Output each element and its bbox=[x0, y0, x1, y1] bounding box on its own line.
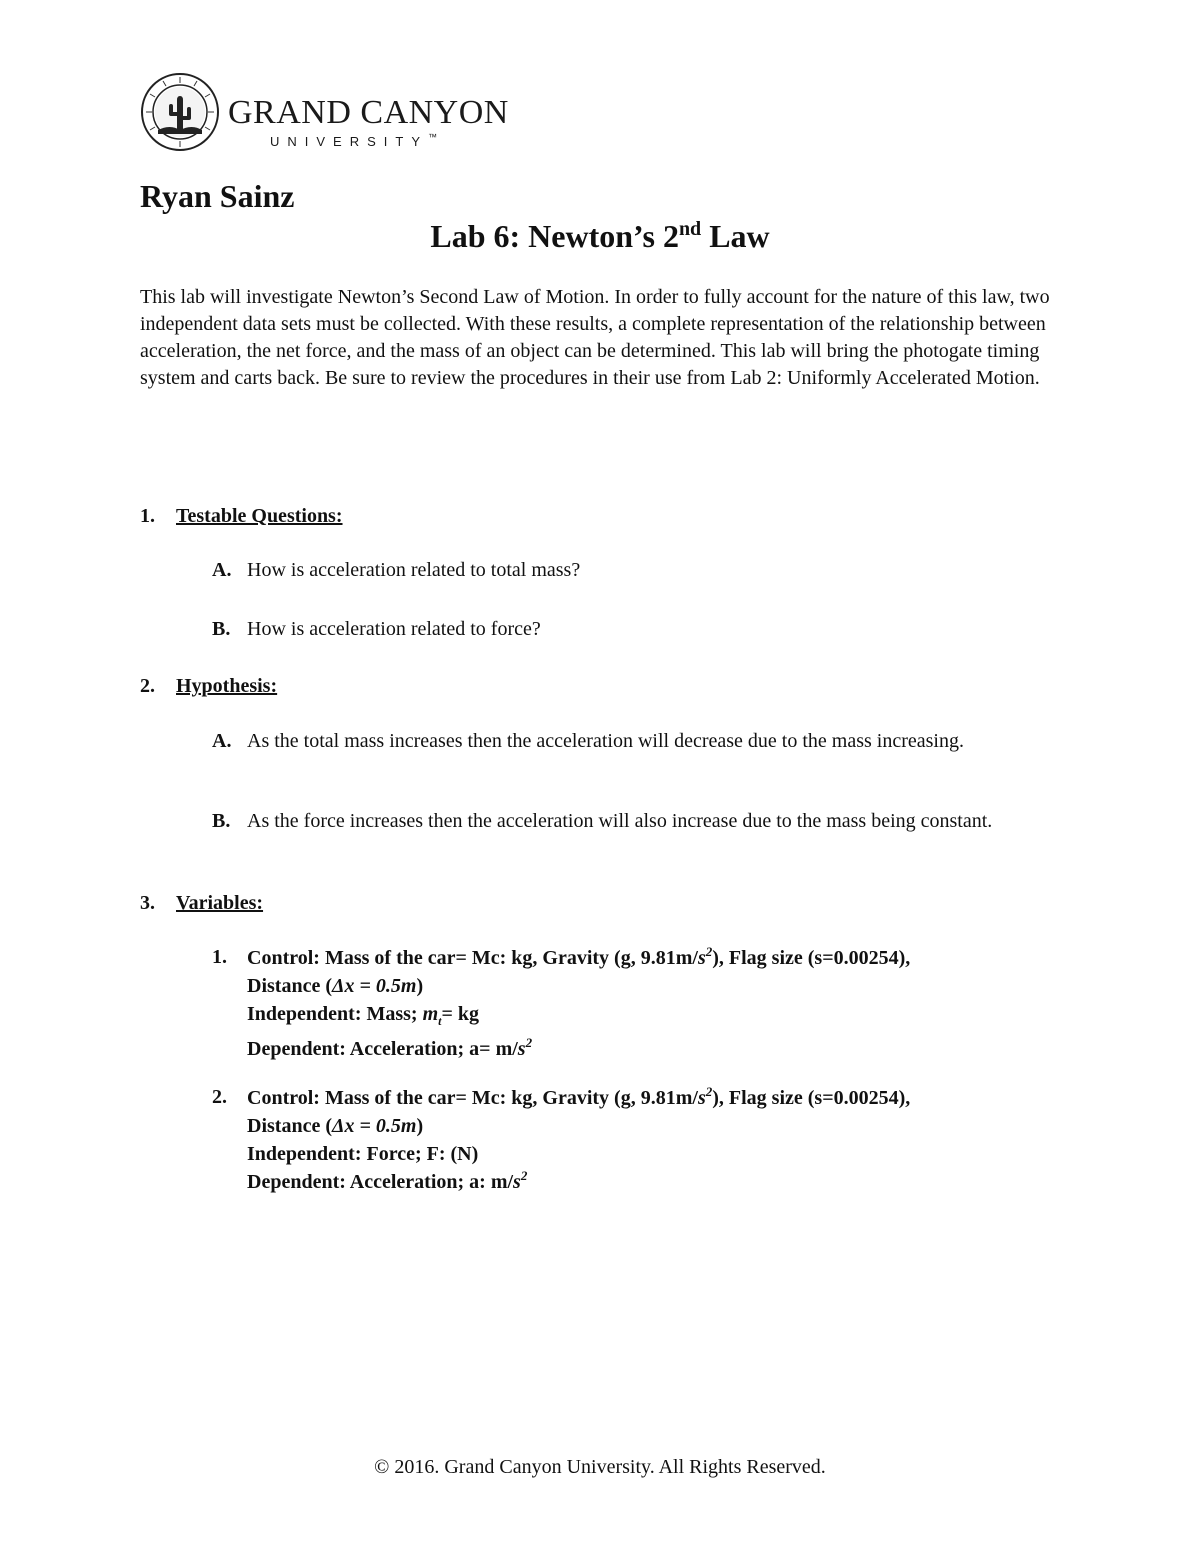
section-number: 2. bbox=[140, 675, 155, 697]
university-logo bbox=[140, 72, 509, 152]
list-item-number: 2. bbox=[212, 1086, 227, 1108]
question-a-text: How is acceleration related to total mass? bbox=[247, 559, 581, 581]
independent-line: Independent: Force; F: (N) bbox=[247, 1143, 479, 1165]
university-seal-icon bbox=[140, 72, 220, 152]
dependent-line: Dependent: Acceleration; $a= m/s^2$ bbox=[247, 1035, 533, 1060]
section-number: 1. bbox=[140, 505, 155, 527]
list-item-letter: A. bbox=[212, 730, 232, 752]
distance-line: Distance (Δx = 0.5m) bbox=[247, 1115, 424, 1137]
list-item-number: 1. bbox=[212, 946, 227, 968]
copyright-footer: © 2016. Grand Canyon University. All Rights Reserved. bbox=[374, 1456, 826, 1478]
list-item-letter: B. bbox=[212, 810, 231, 832]
logo-wordmark-grand-canyon: GRAND CANYON bbox=[228, 94, 509, 131]
intro-paragraph: This lab will investigate Newton’s Second Law of Motion. In order to fully account for the nature of this law, two independent data sets must be collected. With these results, a complete representation of the relationship between acceleration, the net force, and the mass of an object can be determined. This lab will bring the photogate timing system and carts back. Be sure to review the procedures in their use from Lab 2: Uniformly Accelerated Motion. bbox=[140, 286, 1050, 389]
page-title: Lab 6: Newton’s 2nd Law bbox=[430, 218, 770, 254]
section-heading-hypothesis: Hypothesis: bbox=[176, 675, 278, 697]
variables-set-2 bbox=[247, 1084, 1067, 1196]
hypothesis-a-text: As the total mass increases then the acceleration will decrease due to the mass increasing. bbox=[247, 730, 964, 752]
section-number: 3. bbox=[140, 892, 155, 914]
variables-set-1 bbox=[247, 944, 1067, 1063]
section-heading-variables: Variables: bbox=[176, 892, 264, 914]
distance-line: Distance (Δx = 0.5m) bbox=[247, 975, 424, 997]
logo-wordmark-university: UNIVERSITY™ bbox=[270, 132, 438, 149]
author-name: Ryan Sainz bbox=[140, 178, 295, 214]
control-line: Control: Mass of the car= Mc: kg, Gravity (g, $9.81m/s^2$), Flag size (s=0.00254), bbox=[247, 1084, 911, 1109]
question-b-text: How is acceleration related to force? bbox=[247, 618, 541, 640]
hypothesis-b-text: As the force increases then the acceleration will also increase due to the mass being constant. bbox=[247, 810, 993, 832]
dependent-line: Dependent: Acceleration; a: $m/s^2$ bbox=[247, 1168, 528, 1193]
section-heading-testable-questions: Testable Questions: bbox=[176, 505, 343, 527]
list-item-letter: A. bbox=[212, 559, 232, 581]
independent-line: Independent: Mass; $m_t=$ kg bbox=[247, 1003, 480, 1028]
list-item-letter: B. bbox=[212, 618, 231, 640]
control-line: Control: Mass of the car= Mc: kg, Gravity (g, $9.81m/s^2$), Flag size (s=0.00254), bbox=[247, 944, 911, 969]
